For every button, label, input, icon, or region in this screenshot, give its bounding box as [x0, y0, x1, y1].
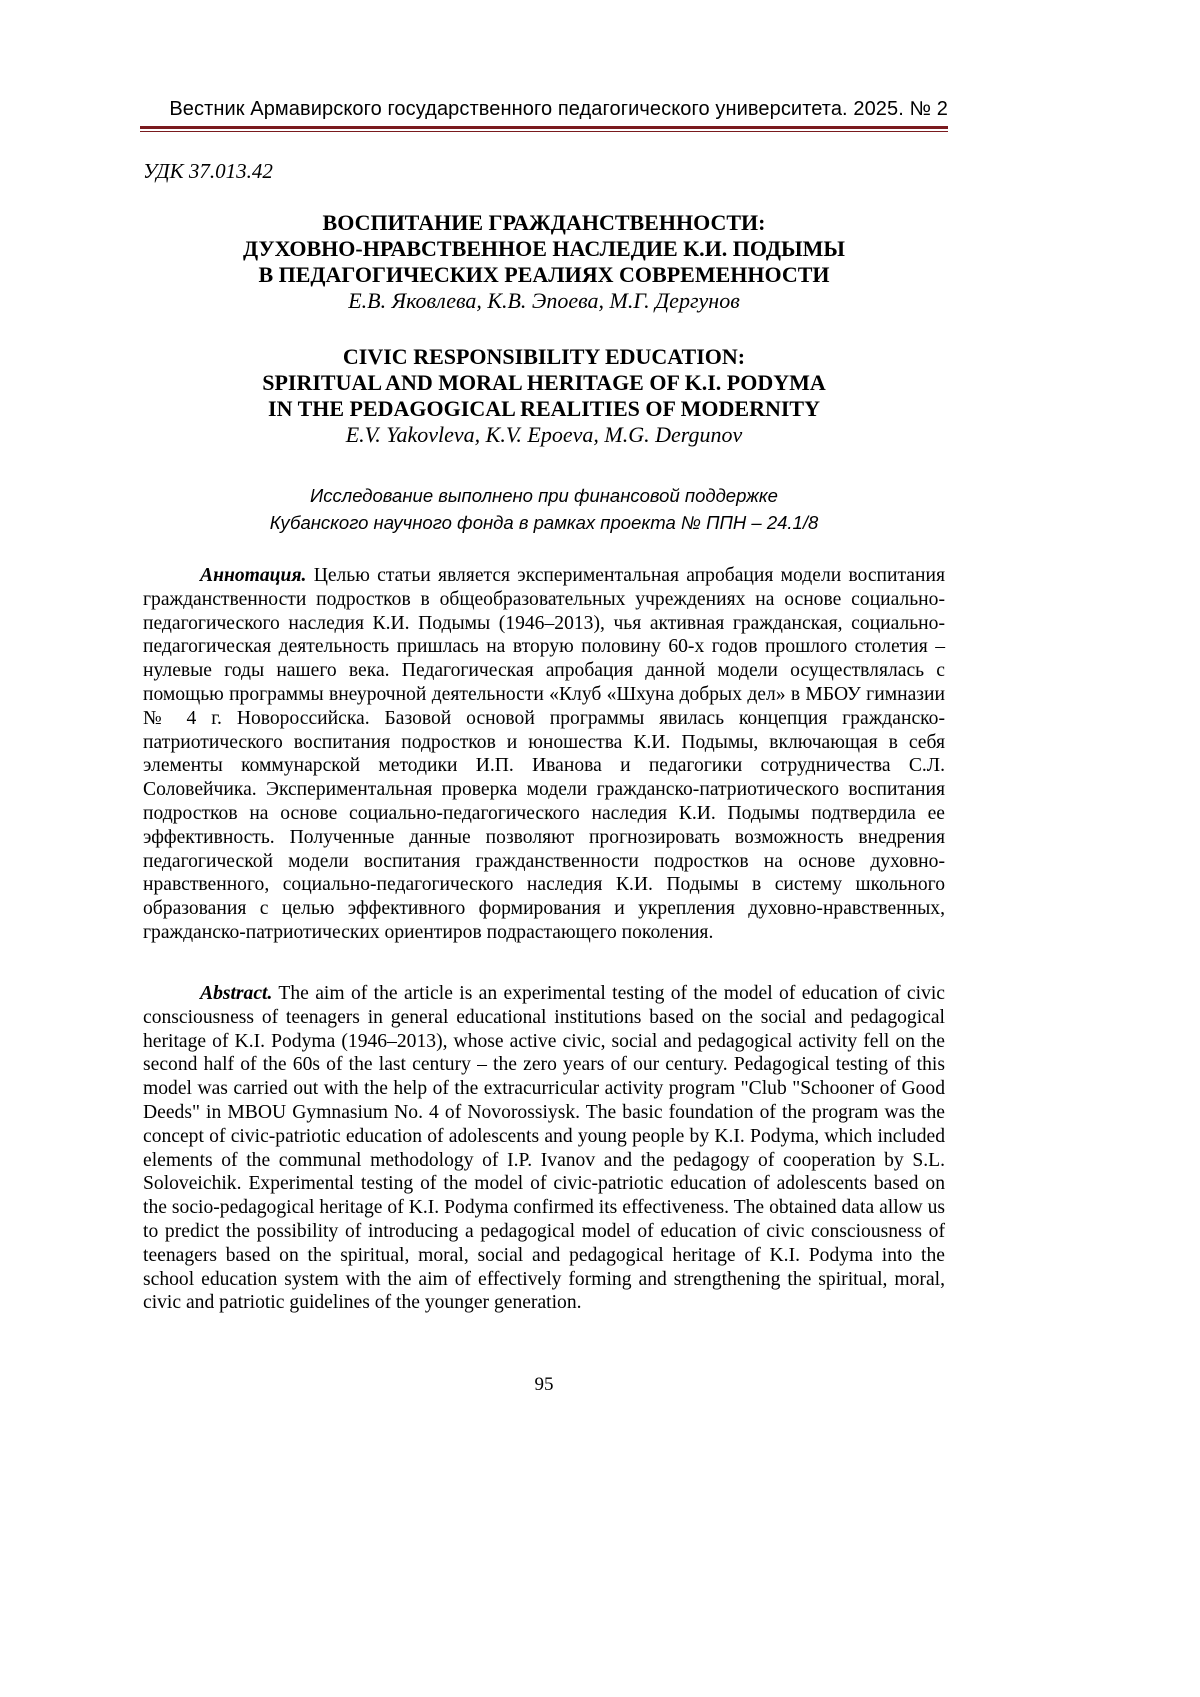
abstract-ru	[143, 564, 945, 945]
abstract-ru-label: Аннотация.	[200, 565, 306, 586]
journal-page	[0, 0, 1200, 1697]
authors-ru: Е.В. Яковлева, К.В. Эпоева, М.Г. Дергунов	[140, 288, 948, 314]
title-ru-line-2: ДУХОВНО-НРАВСТВЕННОЕ НАСЛЕДИЕ К.И. ПОДЫМЫ	[140, 236, 948, 262]
title-en-line-2: SPIRITUAL AND MORAL HERITAGE OF K.I. PODYMA	[140, 370, 948, 396]
abstract-ru-paragraph	[143, 564, 945, 945]
udk-code: УДК 37.013.42	[143, 159, 273, 184]
running-header: Вестник Армавирского государственного педагогического университета. 2025. № 2	[140, 98, 948, 121]
abstract-en-text: The aim of the article is an experimental testing of the model of education of civic consciousness of teenagers in general educational institutions based on the social and pedagogical heritage of K.I. Podyma (1946–2013), whose active civic, social and pedagogical activity fell on the second half of the 60s of the last century – the zero years of our century. Pedagogical testing of this model was carried out with the help of the extracurricular activity program "Club "Schooner of Good Deeds" in MBOU Gymnasium No. 4 of Novorossiysk. The basic foundation of the program was the concept of civic-patriotic education of adoles­cents and young people by K.I. Podyma, which included elements of the communal methodo­logy of I.P. Ivanov and the pedagogy of cooperation by S.L. Soloveichik. Experimental testing of the model of civic-patriotic education of adolescents based on the socio-pedagogical heritage of K.I. Podyma confirmed its effectiveness. The obtained data allow us to predict the possi­bility of introducing a pedagogical model of education of civic consciousness of teenagers based on the spiritual, moral, social and pedagogical heritage of K.I. Podyma into the school education system with the aim of effectively forming and strengthening the spiritual, moral, civic and patriotic guidelines of the younger generation.	[143, 983, 945, 1313]
authors-en: E.V. Yakovleva, K.V. Epoeva, M.G. Dergunov	[140, 422, 948, 448]
title-en-line-3: IN THE PEDAGOGICAL REALITIES OF MODERNITY	[140, 396, 948, 422]
funding-note	[140, 482, 948, 536]
title-block-en	[140, 344, 948, 448]
header-rule-thick	[140, 126, 948, 129]
title-en-line-1: CIVIC RESPONSIBILITY EDUCATION:	[140, 344, 948, 370]
abstract-ru-text: Целью статьи является экспериментальная апробация модели воспитания гражданственности подростков в общеобразовательных учреждениях на основе социально-педагогического наследия К.И. Подымы (1946–2013), чья активная гражданская, социально-педагогическая деятельность пришлась на вторую половину 60-х годов прошлого столетия – нулевые годы нашего века. Педагогическая апроба­ция данной модели осуществлялась с помощью программы внеурочной деятельности «Клуб «Шхуна добрых дел» в МБОУ гимназии № 4 г. Новороссийска. Базовой осно­вой программы явилась концепция гражданско-патриотического воспитания подро­стков и юношества К.И. Подымы, включающая в себя элементы коммунарской мето­дики И.П. Иванова и педагогики сотрудничества С.Л. Соловейчика. Эксперимен­тальная проверка модели гражданско-патриотического воспитания подростков на основе социально-педагогического наследия К.И. Подымы подтвердила ее эффек­тивность. Полученные данные позволяют прогнозировать возможность внедрения педагогической модели воспитания гражданственности подростков на основе духовно-нравственного, социально-педагогического наследия К.И. Подымы в систему школь­ного образования с целью эффективного формирования и укрепления духовно-нравственных, гражданско-патриотических ориентиров подрастающего поколения.	[143, 565, 945, 943]
header-rule-thin	[140, 131, 948, 132]
abstract-en	[143, 982, 945, 1315]
title-ru-line-3: В ПЕДАГОГИЧЕСКИХ РЕАЛИЯХ СОВРЕМЕННОСТИ	[140, 262, 948, 288]
abstract-en-label: Abstract.	[200, 983, 272, 1004]
page-number: 95	[140, 1374, 948, 1396]
title-block-ru	[140, 210, 948, 314]
title-ru-line-1: ВОСПИТАНИЕ ГРАЖДАНСТВЕННОСТИ:	[140, 210, 948, 236]
abstract-en-paragraph	[143, 982, 945, 1315]
funding-line-1: Исследование выполнено при финансовой поддержке	[140, 482, 948, 509]
funding-line-2: Кубанского научного фонда в рамках проекта № ППН – 24.1/8	[140, 509, 948, 536]
